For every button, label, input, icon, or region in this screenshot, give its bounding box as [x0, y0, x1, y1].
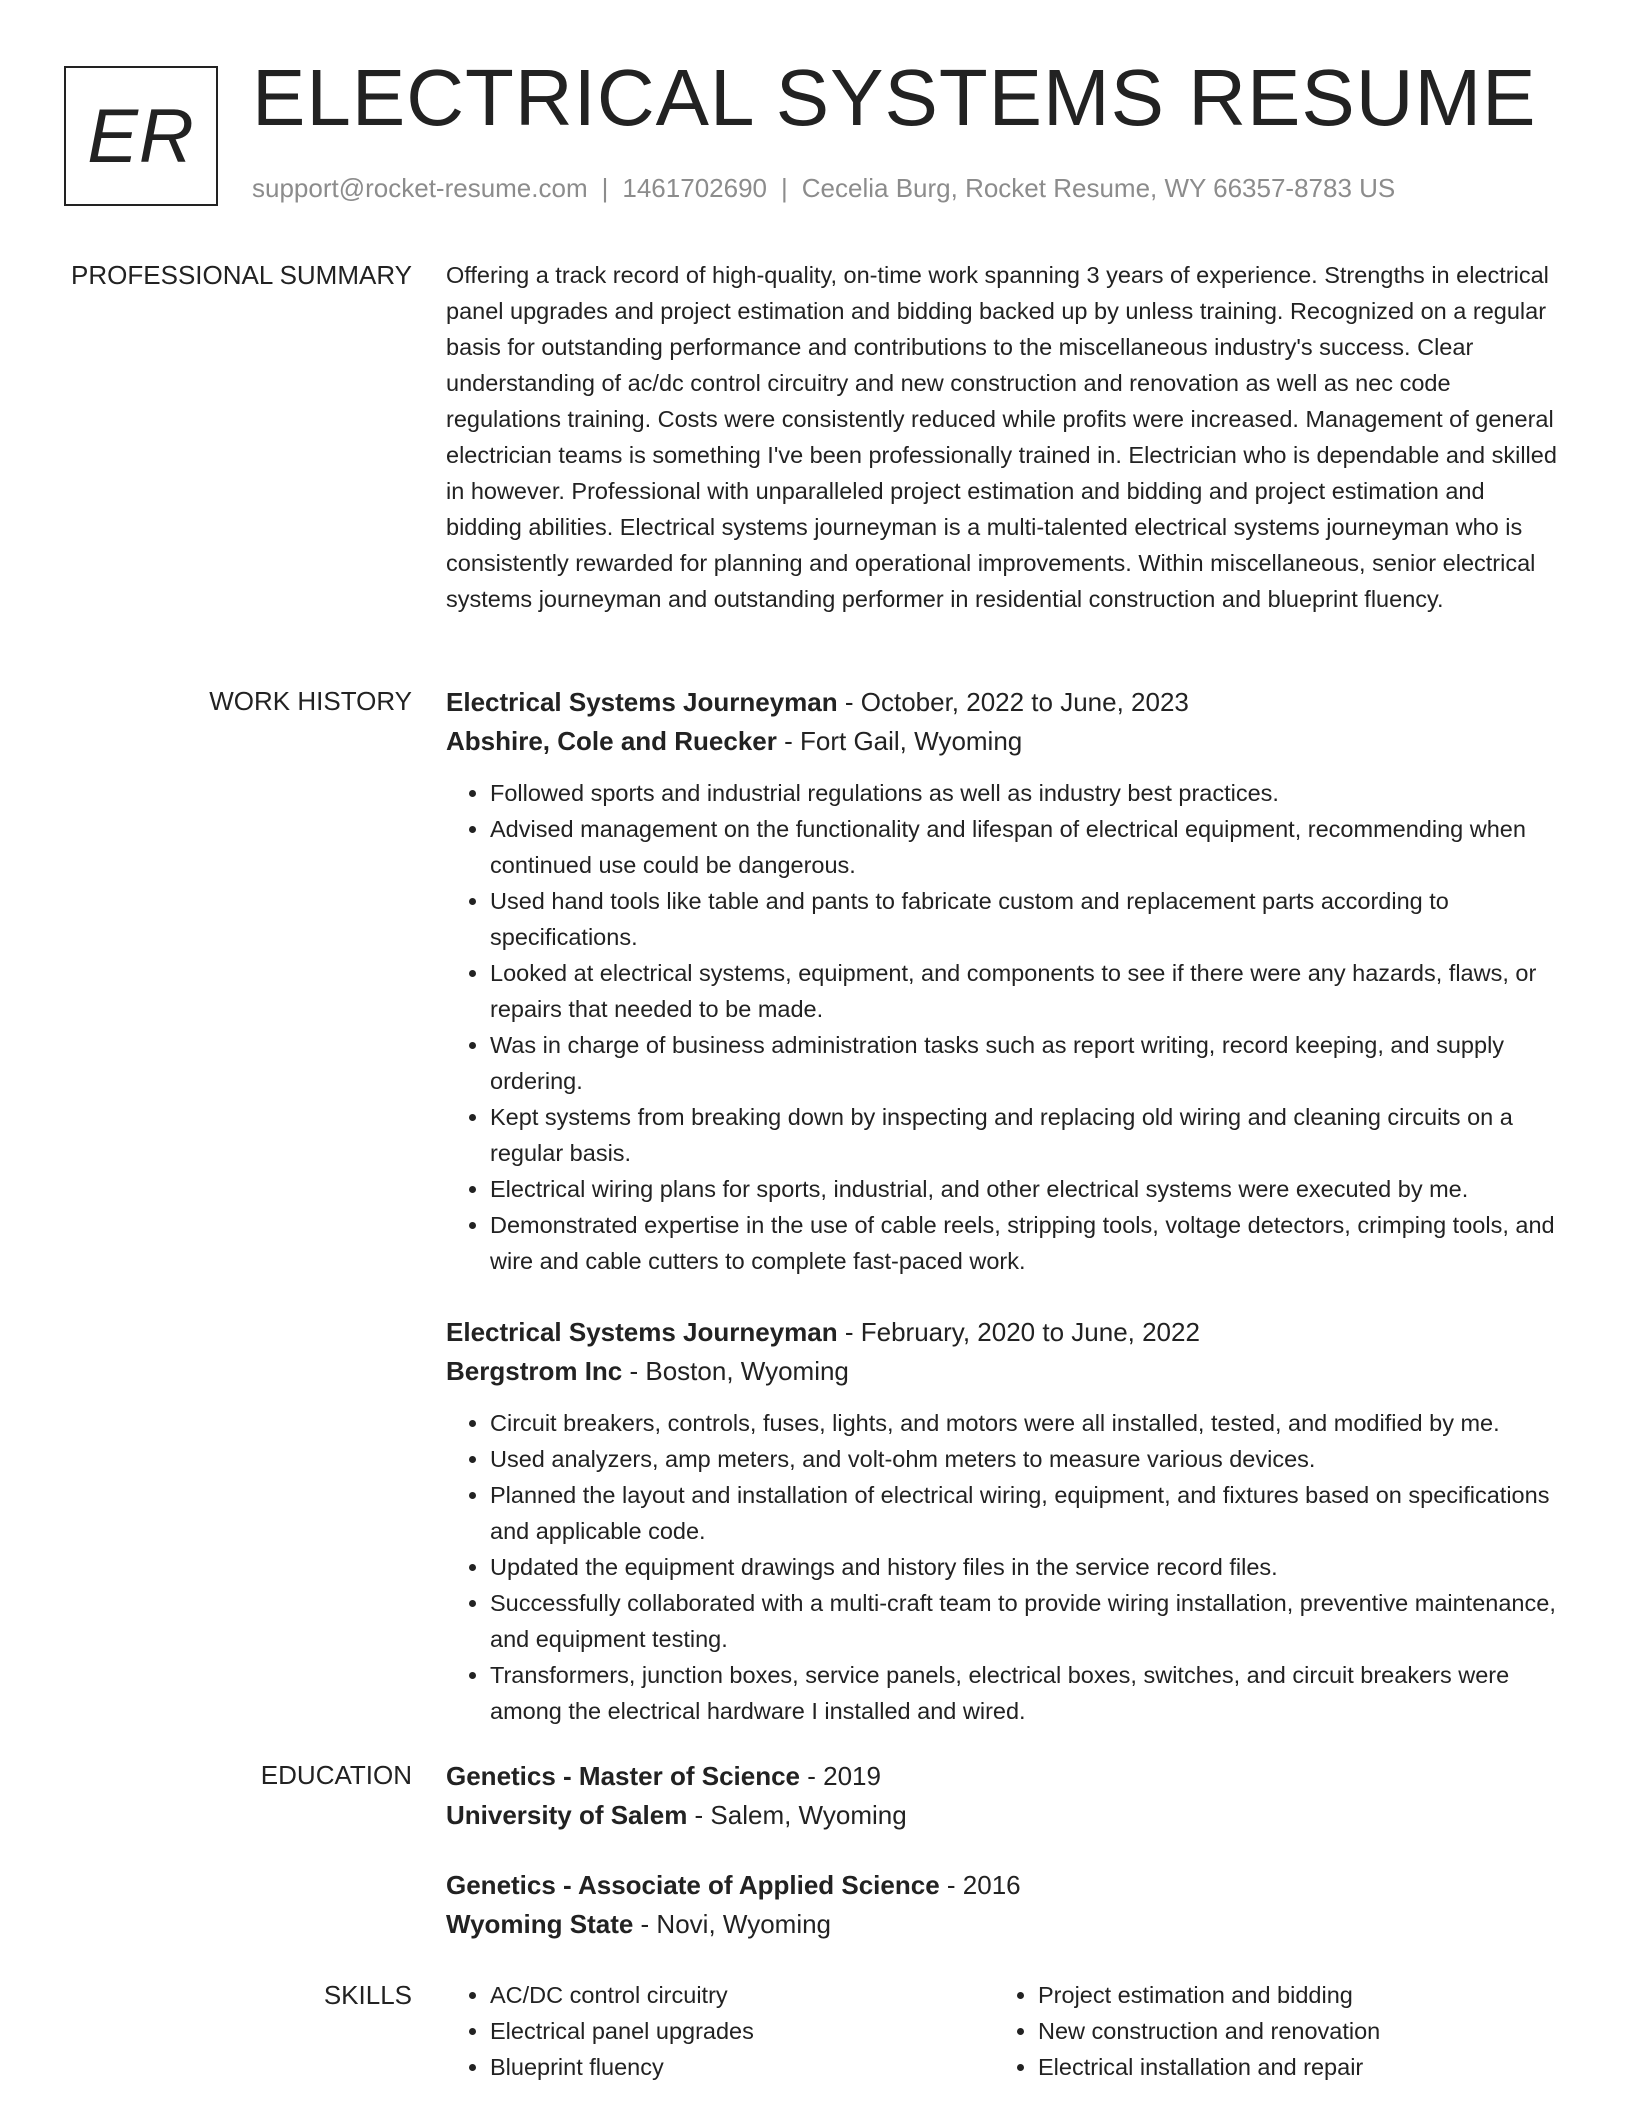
job-company: Bergstrom Inc — [446, 1356, 623, 1386]
summary-body — [446, 257, 1566, 617]
contact-line — [252, 173, 1395, 204]
skills-body — [446, 1977, 1566, 2085]
contact-address: Cecelia Burg, Rocket Resume, WY 66357-8783 US — [801, 173, 1396, 203]
bullet-item: • Demonstrated expertise in the use of cable reels, stripping tools, voltage detectors, crimping tools, and wire and cable cutters to complete fast-paced work. — [490, 1207, 1566, 1279]
job-company-line — [446, 722, 1566, 761]
skills-columns — [446, 1977, 1566, 2085]
section-heading-skills: SKILLS — [323, 1980, 412, 2010]
skill-item: • Blueprint fluency — [490, 2049, 994, 2085]
bullet-item: • Advised management on the functionality and lifespan of electrical equipment, recommending when continued use could be dangerous. — [490, 811, 1566, 883]
education-body — [446, 1757, 1566, 1970]
degree: Genetics - Associate of Applied Science — [446, 1870, 940, 1900]
education-entry — [446, 1757, 1566, 1835]
job-title: Electrical Systems Journeyman — [446, 687, 838, 717]
contact-email: support@rocket-resume.com — [252, 173, 588, 203]
skill-item: • AC/DC control circuitry — [490, 1977, 994, 2013]
job-bullets — [446, 775, 1566, 1279]
job-dates: - February, 2020 to June, 2022 — [837, 1317, 1200, 1347]
school-line — [446, 1796, 1566, 1835]
bullet-item: • Followed sports and industrial regulations as well as industry best practices. — [490, 775, 1566, 811]
bullet-item: • Was in charge of business administration tasks such as report writing, record keeping, and supply ordering. — [490, 1027, 1566, 1099]
summary-text: Offering a track record of high-quality, on-time work spanning 3 years of experience. Strengths in electrical panel upgrades and project estimation and bidding backed up by unless training. Recognized on a regular basis for outstanding performance and contributions to the miscellaneous industry's success. Clear understanding of ac/dc control circuitry and new construction and renovation as well as nec code regulations training. Costs were consistently reduced while profits were increased. Management of general electrician teams is something I've been professionally trained in. Electrician who is dependable and skilled in however. Professional with unparalleled project estimation and bidding and project estimation and bidding abilities. Electrical systems journeyman is a multi-talented electrical systems journeyman who is consistently rewarded for planning and operational improvements. Within miscellaneous, senior electrical systems journeyman and outstanding performer in residential construction and blueprint fluency. — [446, 262, 1557, 612]
section-heading-work-history: WORK HISTORY — [209, 686, 412, 716]
job-bullets — [446, 1405, 1566, 1729]
school-location: - Salem, Wyoming — [687, 1800, 907, 1830]
skill-item: • New construction and renovation — [1038, 2013, 1542, 2049]
section-heading-education: EDUCATION — [260, 1760, 412, 1790]
contact-separator: | — [601, 173, 609, 203]
bullet-item: • Successfully collaborated with a multi-craft team to provide wiring installation, preventive maintenance, and equipment testing. — [490, 1585, 1566, 1657]
skill-item: • Electrical panel upgrades — [490, 2013, 994, 2049]
bullet-item: • Electrical wiring plans for sports, industrial, and other electrical systems were executed by me. — [490, 1171, 1566, 1207]
bullet-item: • Looked at electrical systems, equipment, and components to see if there were any hazards, flaws, or repairs that needed to be made. — [490, 955, 1566, 1027]
degree-year: - 2016 — [939, 1870, 1021, 1900]
degree-line — [446, 1866, 1566, 1905]
job-entry — [446, 683, 1566, 1279]
school: Wyoming State — [446, 1909, 634, 1939]
degree: Genetics - Master of Science — [446, 1761, 801, 1791]
bullet-item: • Circuit breakers, controls, fuses, lights, and motors were all installed, tested, and modified by me. — [490, 1405, 1566, 1441]
degree-line — [446, 1757, 1566, 1796]
bullet-item: • Used hand tools like table and pants to fabricate custom and replacement parts according to specifications. — [490, 883, 1566, 955]
bullet-item: • Kept systems from breaking down by inspecting and replacing old wiring and cleaning circuits on a regular basis. — [490, 1099, 1566, 1171]
skills-list-left — [446, 1977, 994, 2085]
bullet-item: • Transformers, junction boxes, service panels, electrical boxes, switches, and circuit breakers were among the electrical hardware I installed and wired. — [490, 1657, 1566, 1729]
contact-separator: | — [781, 173, 788, 203]
skill-item: • Electrical installation and repair — [1038, 2049, 1542, 2085]
bullet-item: • Used analyzers, amp meters, and volt-ohm meters to measure various devices. — [490, 1441, 1566, 1477]
job-location: - Boston, Wyoming — [622, 1356, 849, 1386]
education-entry — [446, 1866, 1566, 1944]
school-location: - Novi, Wyoming — [633, 1909, 832, 1939]
section-heading-summary: PROFESSIONAL SUMMARY — [71, 260, 412, 290]
job-title: Electrical Systems Journeyman — [446, 1317, 838, 1347]
job-company-line — [446, 1352, 1566, 1391]
job-dates: - October, 2022 to June, 2023 — [837, 687, 1189, 717]
skill-item: • Project estimation and bidding — [1038, 1977, 1542, 2013]
bullet-item: • Updated the equipment drawings and history files in the service record files. — [490, 1549, 1566, 1585]
job-title-line — [446, 1313, 1566, 1352]
resume-title: ELECTRICAL SYSTEMS RESUME — [252, 53, 1537, 142]
school-line — [446, 1905, 1566, 1944]
job-company: Abshire, Cole and Ruecker — [446, 726, 777, 756]
job-entry — [446, 1313, 1566, 1729]
skills-list-right — [994, 1977, 1542, 2085]
bullet-item: • Planned the layout and installation of electrical wiring, equipment, and fixtures based on specifications and applicable code. — [490, 1477, 1566, 1549]
job-location: - Fort Gail, Wyoming — [776, 726, 1023, 756]
monogram: ER — [64, 66, 218, 206]
job-title-line — [446, 683, 1566, 722]
work-history-body — [446, 683, 1566, 1755]
school: University of Salem — [446, 1800, 688, 1830]
contact-phone: 1461702690 — [622, 173, 767, 203]
degree-year: - 2019 — [800, 1761, 881, 1791]
